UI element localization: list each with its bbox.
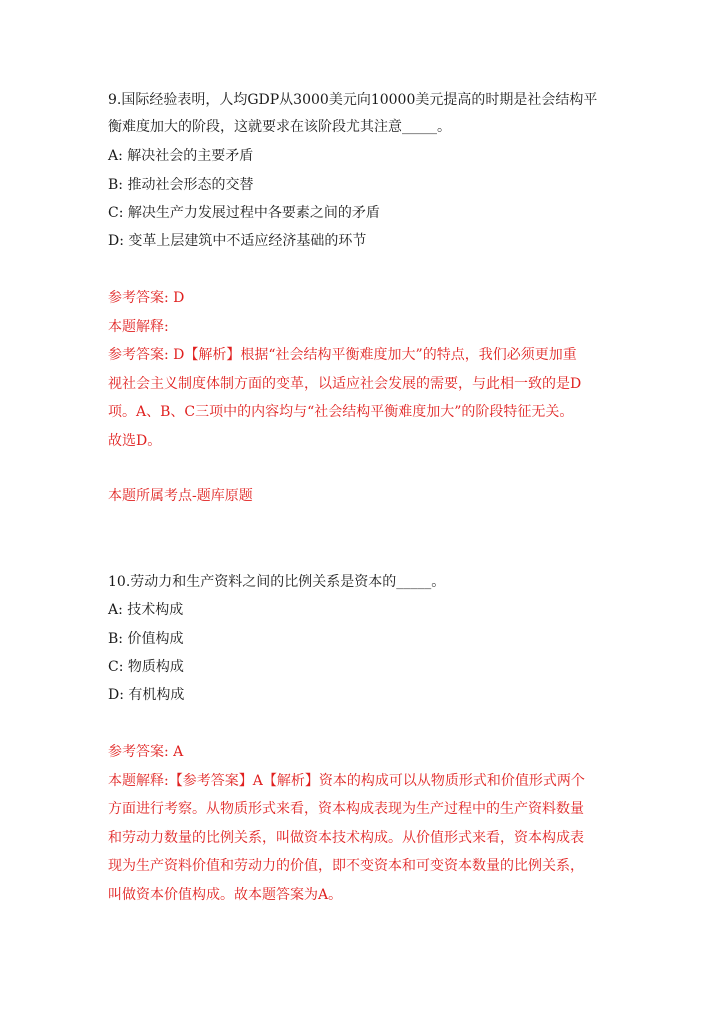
explanation-line: 现为生产资料价值和劳动力的价值，即不变资本和可变资本数量的比例关系， [108,858,584,874]
option-c: C: 物质构成 [108,659,184,675]
option-a: A: 技术构成 [108,602,184,618]
explanation-line: 项。A、B、C三项中的内容均与“社会结构平衡难度加大”的阶段特征无关。 [108,404,574,420]
source-note: 本题所属考点-题库原题 [108,488,253,504]
explanation-line: 本题解释:【参考答案】A【解析】资本的构成可以从物质形式和价值形式两个 [108,773,585,789]
answer-line: 参考答案: D [108,290,185,306]
explanation-line: 视社会主义制度体制方面的变革，以适应社会发展的需要，与此相一致的是D [108,376,582,392]
explanation-line: 方面进行考察。从物质形式来看，资本构成表现为生产过程中的生产资料数量 [108,801,584,817]
option-b: B: 推动社会形态的交替 [108,177,254,193]
explanation-line: 叫做资本价值构成。故本题答案为A。 [108,887,343,903]
question-stem-line: 9.国际经验表明，人均GDP从3000美元向10000美元提高的时期是社会结构平 [108,92,598,108]
question-stem-line: 衡难度加大的阶段，这就要求在该阶段尤其注意_____。 [108,119,451,135]
option-b: B: 价值构成 [108,631,184,647]
explanation-line: 和劳动力数量的比例关系，叫做资本技术构成。从价值形式来看，资本构成表 [108,830,584,846]
explanation-label: 本题解释: [108,319,169,335]
question-stem-line: 10.劳动力和生产资料之间的比例关系是资本的_____。 [108,574,446,590]
option-c: C: 解决生产力发展过程中各要素之间的矛盾 [108,205,380,221]
option-d: D: 变革上层建筑中不适应经济基础的环节 [108,233,367,249]
option-d: D: 有机构成 [108,687,185,703]
option-a: A: 解决社会的主要矛盾 [108,148,254,164]
explanation-line: 参考答案: D【解析】根据“社会结构平衡难度加大”的特点，我们必须更加重 [108,347,577,363]
answer-line: 参考答案: A [108,744,184,760]
explanation-line: 故选D。 [108,433,162,449]
